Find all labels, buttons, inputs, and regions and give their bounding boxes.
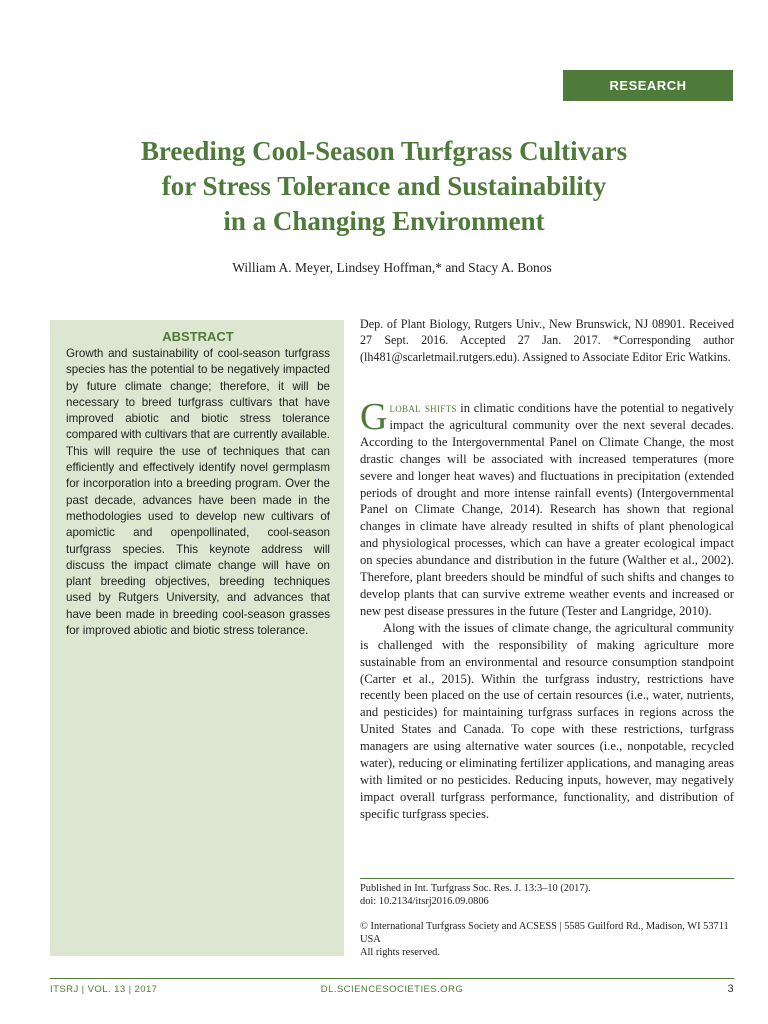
footer-journal-info: ITSRJ | VOL. 13 | 2017 bbox=[50, 984, 158, 995]
title-line: in a Changing Environment bbox=[223, 206, 545, 236]
abstract-text: Growth and sustainability of cool-season turfgrass species has the potential to be negatively impacted by future climate change; therefore, it will be necessary to breed turfgrass cultivars that have improved abiotic and biotic stress tolerance compared with cultivars that are currently available. This will require the use of techniques that can efficiently and effectively identify novel germplasm for incorporation into a breeding program. Over the past decade, advances have been made in the methodologies used to develop new cultivars of apomictic and openpollinated, cool-season turfgrass species. This keynote address will discuss the impact climate change will have on plant breeding objectives, breeding techniques used by Rutgers University, and advances that have been made in breeding cool-season grasses for improved abiotic and biotic stress tolerance. bbox=[66, 347, 330, 638]
abstract-box bbox=[50, 320, 344, 956]
lead-in: lobal shifts bbox=[389, 401, 457, 415]
rights-line: All rights reserved. bbox=[360, 947, 440, 958]
body-paragraph bbox=[360, 396, 734, 620]
page-footer bbox=[50, 984, 734, 998]
drop-cap: G bbox=[360, 396, 388, 438]
footer-divider bbox=[50, 978, 734, 979]
abstract-heading: ABSTRACT bbox=[162, 329, 234, 344]
copyright-notice bbox=[360, 920, 734, 959]
footer-journal: ITSRJ bbox=[50, 984, 79, 995]
article-title bbox=[40, 134, 728, 239]
published-in: Published in Int. Turfgrass Soc. Res. J. 13:3–10 (2017). bbox=[360, 883, 591, 894]
section-badge: RESEARCH bbox=[563, 70, 733, 101]
page-number: 3 bbox=[727, 983, 734, 995]
footer-volume: VOL. 13 bbox=[87, 984, 126, 995]
title-line: Breeding Cool-Season Turfgrass Cultivars bbox=[140, 136, 628, 166]
publication-info bbox=[360, 882, 734, 908]
doi: doi: 10.2134/itsrj2016.09.0806 bbox=[360, 896, 489, 907]
footer-site: DL.SCIENCESOCIETIES.ORG bbox=[320, 984, 464, 995]
divider bbox=[360, 878, 734, 879]
copyright-line: © International Turfgrass Society and ACSESS | 5585 Guilford Rd., Madison, WI 53711 USA bbox=[360, 921, 729, 945]
body-paragraph: Along with the issues of climate change, the agricultural community is challenged with the responsibility of making agriculture more sustainable from an environmental and resource consumption standpoint (Carter et al., 2015). Within the turfgrass industry, restrictions have recently been placed on the use of certain resources (i.e., water, nutrients, and pesticides) for maintaining turfgrass surfaces in regions across the United States and Canada. To cope with these restrictions, turfgrass managers are using alternative water sources (i.e., nonpotable, recycled water), reducing or eliminating fertilizer applications, and managing areas with limited or no pesticides. Reducing inputs, however, may negatively impact overall turfgrass performance, functionality, and distribution of specific turfgrass species. bbox=[360, 620, 734, 821]
paragraph-text: in climatic conditions have the potential to negatively impact the agricultural community over the next several decades. According to the Intergovernmental Panel on Climate Change, the most drastic changes will be associated with increased temperatures (more severe and longer heat waves) and fluctuations in precipitation (extended periods of drought and more intense rainfall events) (Intergovernmental Panel on Climate Change, 2014). Research has shown that regional changes in climate have already resulted in shifts of plant phenological and physiological processes, which can have a greater ecological impact on species abundance and distribution in the future (Walther et al., 2002). Therefore, plant breeders should be mindful of such shifts and changes to develop plants that can survive extreme weather events and increased or new pest disease pressures in the future (Tester and Langridge, 2010). bbox=[360, 401, 734, 618]
author-list: William A. Meyer, Lindsey Hoffman,* and Stacy A. Bonos bbox=[232, 260, 552, 275]
article-body bbox=[360, 396, 734, 823]
title-line: for Stress Tolerance and Sustainability bbox=[161, 171, 607, 201]
footer-year: 2017 bbox=[134, 984, 158, 995]
affiliation-note: Dep. of Plant Biology, Rutgers Univ., New Brunswick, NJ 08901. Received 27 Sept. 2016. Accepted 27 Jan. 2017. *Corresponding author (lh481@scarletmail.rutgers.edu). Assigned to Associate Editor Eric Watkins. bbox=[360, 317, 734, 364]
